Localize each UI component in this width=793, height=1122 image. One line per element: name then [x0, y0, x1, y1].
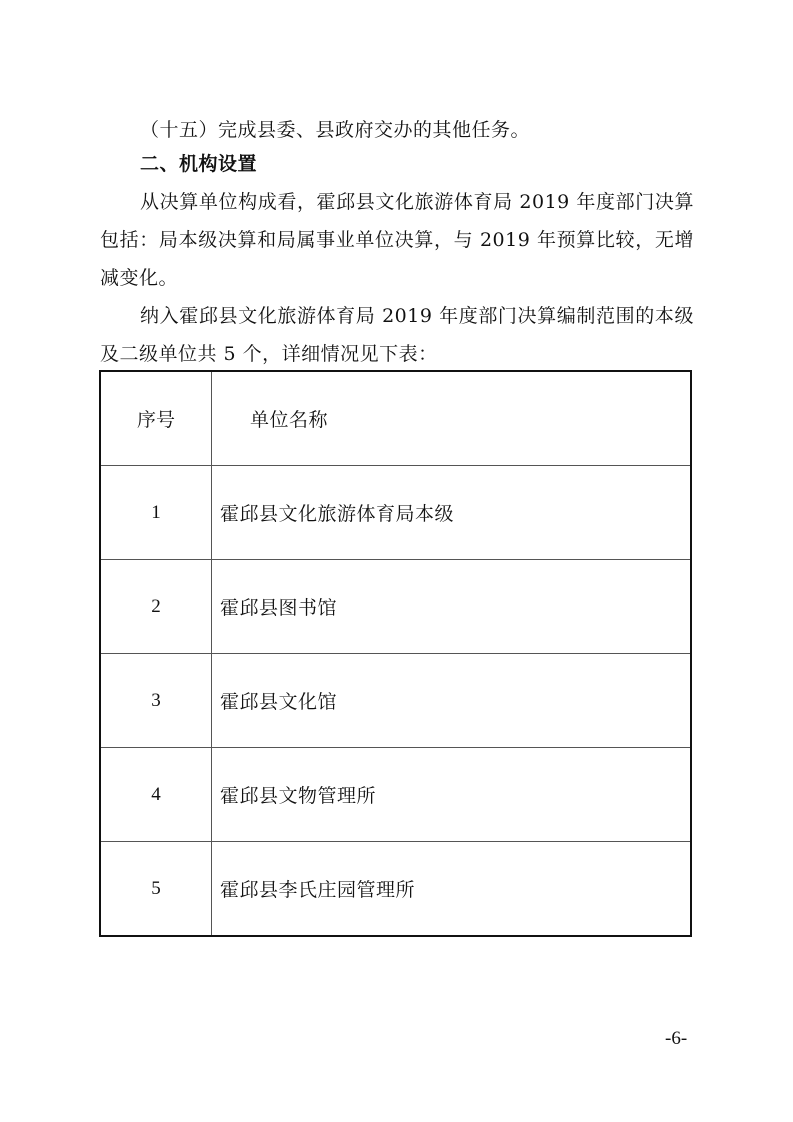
table-header-row — [100, 371, 691, 466]
budget-composition-paragraph: 从决算单位构成看，霍邱县文化旅游体育局 2019 年度部门决算包括：局本级决算和局属事业单位决算，与 2019 年预算比较，无增减变化。 — [100, 191, 694, 289]
table-row — [100, 654, 691, 748]
table-row — [100, 560, 691, 654]
header-unit-name: 单位名称 — [212, 371, 692, 466]
page-number: -6- — [665, 1028, 688, 1049]
row-unit-name: 霍邱县李氏庄园管理所 — [212, 842, 692, 937]
row-serial-number: 5 — [100, 842, 212, 937]
table-row — [100, 466, 691, 560]
row-unit-name: 霍邱县文化馆 — [212, 654, 692, 748]
row-unit-name: 霍邱县文化旅游体育局本级 — [212, 466, 692, 560]
row-serial-number: 4 — [100, 748, 212, 842]
units-table — [99, 370, 692, 937]
row-serial-number: 2 — [100, 560, 212, 654]
section-heading: 二、机构设置 — [140, 153, 258, 175]
row-unit-name: 霍邱县文物管理所 — [212, 748, 692, 842]
table-row — [100, 842, 691, 937]
row-serial-number: 1 — [100, 466, 212, 560]
task-item-15: （十五）完成县委、县政府交办的其他任务。 — [140, 119, 531, 141]
table-row — [100, 748, 691, 842]
header-serial-number: 序号 — [100, 371, 212, 466]
row-serial-number: 3 — [100, 654, 212, 748]
scope-paragraph: 纳入霍邱县文化旅游体育局 2019 年度部门决算编制范围的本级及二级单位共 5 个，详细情况见下表： — [100, 305, 694, 365]
row-unit-name: 霍邱县图书馆 — [212, 560, 692, 654]
